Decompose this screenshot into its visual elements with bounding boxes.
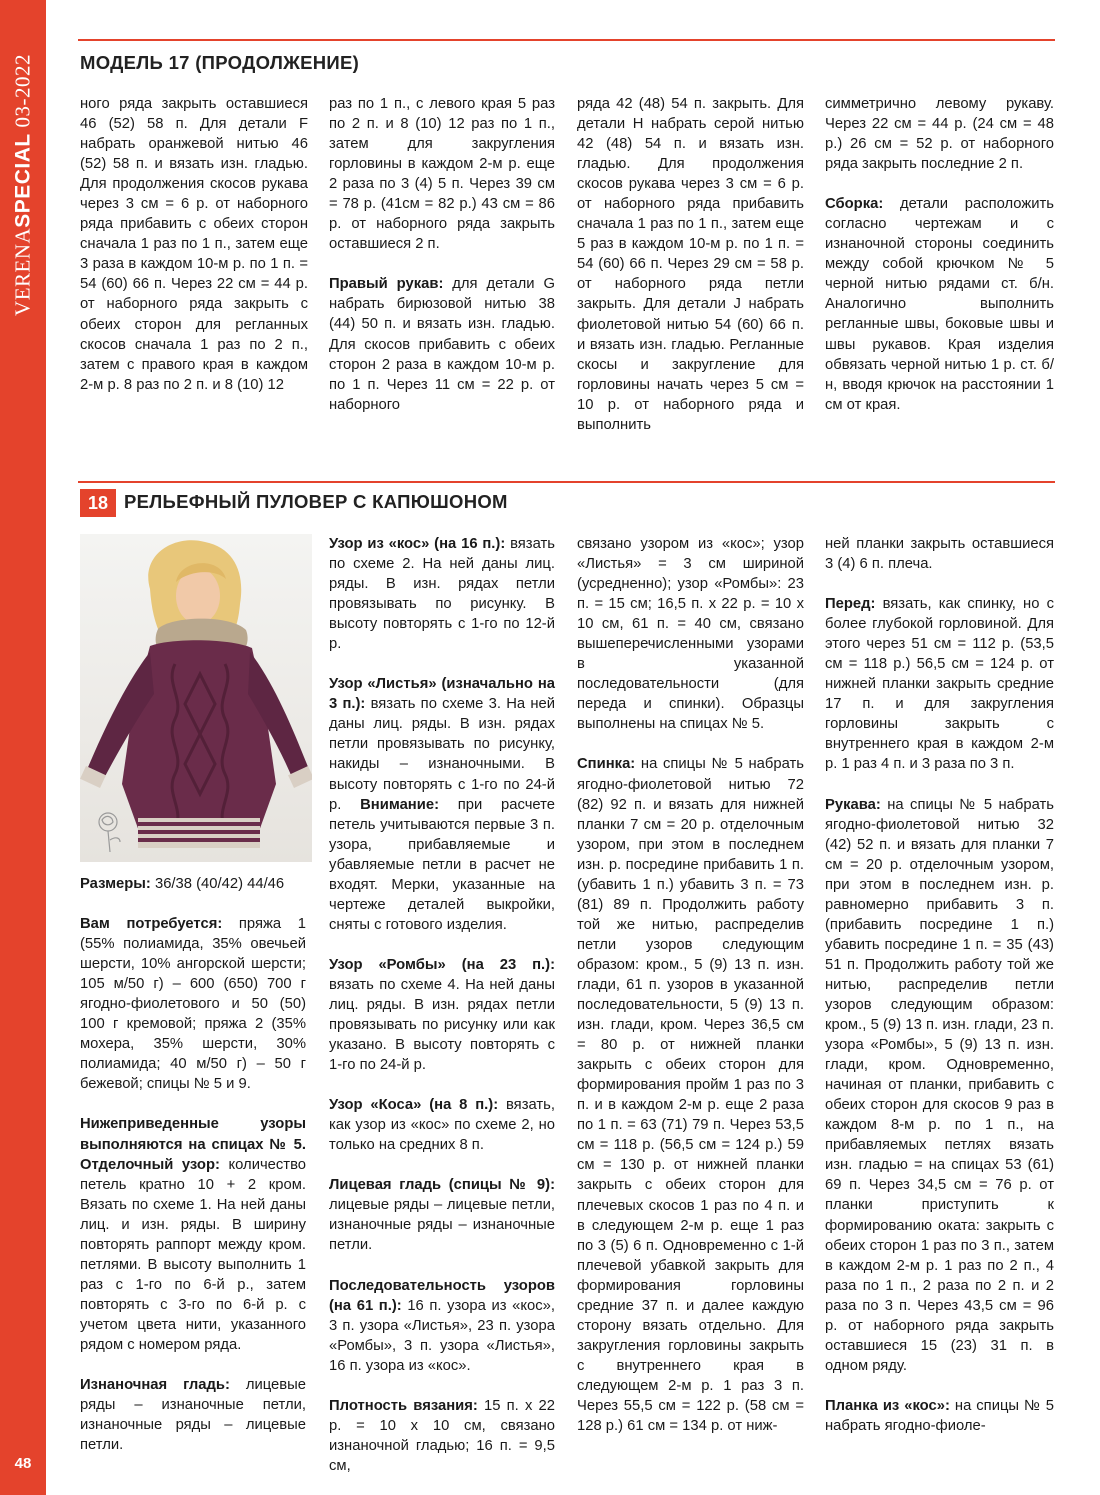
- purl-stitch-text: лицевые ряды – изнаночные петли, изнаночные ряды – лицевые петли.: [80, 1377, 307, 1454]
- back-heading: Спинка:: [577, 756, 636, 773]
- sleeves-heading: Рукава:: [825, 796, 881, 813]
- model-photo: [80, 534, 312, 862]
- model18-column-3: [577, 534, 804, 1436]
- brand-issue: 03-2022: [10, 54, 35, 128]
- attention-text: при расчете петель учитываются первые 3 п. узора, прибавляемые и убавляемые петли в расчет не входят. Мерки, указанные на чертеже деталей выкройки, сняты с готового изделия.: [329, 796, 555, 933]
- back-continued-paragraph: [825, 534, 1054, 574]
- model17-column-2: [329, 94, 555, 415]
- assembly-heading: Сборка:: [825, 196, 884, 213]
- model18-title: РЕЛЬЕФНЫЙ ПУЛОВЕР С КАПЮШОНОМ: [124, 491, 508, 512]
- model17-col3-text: ряда 42 (48) 54 п. закрыть. Для детали H набрать серой нитью 42 (48) 54 п. и вязать изн. гладью. Для продолжения скосов рукава через 3 см = 6 р. от наборного ряда прибавить сначала 1 раз по 1 п., затем еще 5 раз в каждом 10-м р. по 1 п. = 54 (60) 66 п. Через 29 см = 58 р. от наборного ряда петли закрыть. Для детали J набрать фиолетовой нитью 54 (60) 66 п. и вязать изн. гладью. Регланные скосы и закругление для горловины начать через 5 см = 10 р. от наборного ряда и выполнить: [577, 96, 804, 433]
- trim-pattern-paragraph: [80, 1114, 306, 1355]
- sleeves-text: на спицы № 5 набрать ягодно-фиолетовой нитью 32 (42) 52 п. и вязать для планки 7 см = 20 р. отделочным узором, при этом в последнем изн. р. равномерно прибавить 3 п. (прибавить посредине 1 п.) убавить посредине 1 п. = 35 (43) 51 п. Продолжить работу той же нитью, распределив петли узоров следующим образом: кром., 5 (9) 13 п. изн. глади, 23 п. узора «Ромбы», 5 (9) 13 п. изн. глади, кром. Одновременно, начиная от планки, прибавить с обеих сторон для скосов 9 раз в каждом 8-м р. по 1 п., на прибавляемых петлях вязать изн. гладью = на спицах 53 (61) 69 п. Через 34,5 см = 76 р. от планки приступить к формированию оката: закрыть с обеих сторон 1 раз по 3 п., затем в каждом 2-м р. 1 раз по 2 п., 4 раза по 1 п., 2 раза по 2 п. и 2 раза по 3 п. Через 43,5 см = 96 р. от наборного ряда закрыть оставшиеся 15 (23) 31 п. в одном ряду.: [825, 796, 1054, 1374]
- model17-col2-text: раз по 1 п., с левого края 5 раз по 2 п. и 8 (10) 12 раз по 1 п., затем для закругления горловины в каждом 2-м р. еще 2 раза по 3 (4) 5 п. Через 39 см = 78 р. (41см = 82 р.) 43 см = 86 р. от наборного ряда закрыть оставшиеся 2 п.: [329, 96, 555, 253]
- pattern-sequence-heading: Последовательность узоров (на 61 п.):: [329, 1277, 555, 1314]
- model18-column-1: [80, 874, 306, 1455]
- sweater-illustration: [80, 534, 312, 862]
- braid-pattern-paragraph: [329, 1095, 555, 1155]
- trim-pattern-text: количество петель кратно 10 + 2 кром. Вязать по схеме 1. На ней даны лиц. и изн. ряды. В ширину повторять раппорт между кром. петлями. В высоту выполнить 1 раз с 1-го по 6-й р., затем повторять с 3-го по 6-й р. с учетом цвета нити, указанного рядом с номером ряда.: [80, 1156, 306, 1353]
- model18-column-4: [825, 534, 1054, 1436]
- back-text: на спицы № 5 набрать ягодно-фиолетовой нитью 72 (82) 92 п. и вязать для нижней планки 7 см = 20 р. отделочным узором, при этом в последнем изн. р. посредине прибавить 1 п. (убавить 1 п.) убавить 3 п. = 73 (81) 89 п. Продолжить работу той же нитью, распределив петли узоров следующим образом: кром., 5 (9) 13 п. изн. глади, 61 п. узоров в указанной последовательности, 5 (9) 13 п. изн. глади, кром. Через 36,5 см = 80 р. от нижней планки закрыть с обеих сторон для формирования пройм 1 раз по 3 п. и в каждом 2-м р. еще 2 раза по 1 п. = 63 (71) 79 п. Через 53,5 см = 118 р. (56,5 см = 124 р.) 59 см = 130 р. от нижней планки закрыть с обеих сторон для плечевых скосов 1 раз по 4 п. и в следующем 2-м р. еще 1 раз по 3 (5) 6 п. Одновременно с 1-й плечевой убавкой закрыть для формирования горловины средние 37 п. и далее каждую сторону вязать отдельно. Для закругления горловины закрыть с внутреннего края в следующем 2-м р. 1 раз 3 п. Через 55,5 см = 122 р. (58 см = 128 р.) 61 см = 134 р. от ниж-: [577, 756, 804, 1435]
- front-heading: Перед:: [825, 596, 876, 613]
- sizes-text: 36/38 (40/42) 44/46: [150, 876, 285, 892]
- model17-col4-text: симметрично левому рукаву. Через 22 см = 44 р. (24 см = 48 р.) 26 см = 52 р. от наборного ряда закрыть последние 2 п.: [825, 96, 1054, 173]
- leaves-pattern-heading: Узор «Листья» (изначально на 3 п.):: [329, 676, 555, 713]
- page-number: 48: [14, 1455, 32, 1472]
- leaves-pattern-text: вязать по схеме 3. На ней даны лиц. ряды. В изн. рядах петли провязывать по рисунку, накиды – изнаночными. В высоту повторять с 1-го по 24-й р.: [329, 696, 555, 813]
- back-continued-text: ней планки закрыть оставшиеся 3 (4) 6 п. плеча.: [825, 536, 1054, 573]
- rose-logo-icon: [99, 813, 120, 852]
- attention-heading: Внимание:: [360, 796, 439, 813]
- gauge-continued-text: связано узором из «кос»; узор «Листья» = 3 см шириной (усредненно); узор «Ромбы»: 23 п. = 15 см; 16,5 п. х 22 р. = 10 х 10 см, 61 п. = 40 см, связано вышеперечисленными узорами в указанной последовательности (для переда и спинки). Образцы выполнены на спицах № 5.: [577, 536, 804, 733]
- purl-stitch-heading: Изнаночная гладь:: [80, 1377, 230, 1394]
- knit-stitch-paragraph: [329, 1175, 555, 1255]
- pattern-sequence-paragraph: [329, 1276, 555, 1376]
- section-divider-top: [78, 39, 1055, 41]
- cables-pattern-heading: Узор из «кос» (на 16 п.):: [329, 536, 506, 552]
- materials-paragraph: [80, 914, 306, 1094]
- sizes-paragraph: [80, 874, 306, 894]
- trim-pattern-heading: Нижеприведенные узоры выполняются на спицах № 5. Отделочный узор:: [80, 1116, 306, 1173]
- sidebar-strip: [0, 0, 46, 1495]
- materials-text: пряжа 1 (55% полиамида, 35% овечьей шерсти, 10% ангорской шерсти; 105 м/50 г) – 600 (650) 700 г ягодно-фиолетового и 50 (50) 100 г кремовой; пряжа 2 (35% мохера, 35% шерсти, 30% полиамида; 40 м/50 г) – 50 г бежевой; спицы № 5 и 9.: [80, 916, 306, 1093]
- cables-pattern-paragraph: [329, 534, 555, 654]
- sleeves-paragraph: [825, 795, 1054, 1376]
- cables-pattern-text: вязать по схеме 2. На ней даны лиц. ряды. В изн. рядах петли провязывать по рисунку. В высоту повторять с 1-го по 12-й р.: [329, 536, 555, 653]
- model17-right-sleeve-paragraph: [329, 274, 555, 414]
- cable-band-heading: Планка из «кос»:: [825, 1397, 950, 1414]
- rhombs-pattern-heading: Узор «Ромбы» (на 23 п.):: [329, 956, 555, 973]
- back-paragraph: [577, 754, 804, 1436]
- magazine-brand: [11, 54, 36, 316]
- pattern-sequence-text: 16 п. узора из «кос», 3 п. узора «Листья», 23 п. узора «Ромбы», 3 п. узора «Листья», 16 п. узора из «кос».: [329, 1297, 555, 1374]
- model17-col1-text: ного ряда закрыть оставшиеся 46 (52) 58 п. Для детали F набрать оранжевой нитью 46 (52) 58 п. и вязать изн. гладью. Для продолжения скосов рукава через 3 см = 6 р. от наборного ряда прибавить с обеих сторон сначала 1 раз по 1 п., затем еще 3 раза в каждом 10-м р. по 1 п. = 54 (60) 66 п. Через 22 см = 44 р. от наборного ряда закрыть с обеих сторон для регланных скосов сначала 1 раз по 2 п., затем с правого края в каждом 2-м р. 8 раз по 2 п. и 8 (10) 12: [80, 96, 308, 393]
- model17-title: МОДЕЛЬ 17 (ПРОДОЛЖЕНИЕ): [80, 52, 360, 73]
- braid-pattern-heading: Узор «Коса» (на 8 п.):: [329, 1097, 499, 1114]
- brand-verena: VERENA: [10, 227, 35, 316]
- materials-heading: Вам потребуется:: [80, 916, 223, 933]
- front-text: вязать, как спинку, но с более глубокой горловиной. Для этого через 51 см = 112 р. (53,5 см = 118 р.) 56,5 см = 124 р. от нижней планки закрыть средние 17 п. и для закругления горловины закрыть с внутреннего края в каждом 2-м р. 1 раз 4 п. и 3 раза по 3 п.: [825, 596, 1054, 773]
- assembly-text: детали расположить согласно чертежам и с изнаночной стороны соединить между собой крючком № 5 черной нитью рядами ст. б/н. Аналогично выполнить регланные швы, боковые швы и швы рукавов. Края изделия обвязать черной нитью 1 р. ст. б/н, вводя крючок на расстоянии 1 см от края.: [825, 196, 1054, 413]
- cable-band-paragraph: [825, 1396, 1054, 1436]
- right-sleeve-heading: Правый рукав:: [329, 276, 444, 293]
- model17-column-4: [825, 94, 1054, 415]
- knit-stitch-heading: Лицевая гладь (спицы № 9):: [329, 1177, 555, 1194]
- brand-special: SPECIAL: [11, 133, 35, 228]
- braid-pattern-text: вязать, как узор из «кос» по схеме 2, но только на средних 8 п.: [329, 1097, 555, 1154]
- model17-column-3: [577, 94, 804, 435]
- rhombs-pattern-text: вязать по схеме 4. На ней даны лиц. ряды. В изн. рядах петли провязывать по рисунку или как указано. В высоту повторять с 1-го по 24-й р.: [329, 976, 555, 1074]
- leaves-pattern-paragraph: [329, 674, 555, 935]
- front-paragraph: [825, 594, 1054, 774]
- gauge-continued-paragraph: [577, 534, 804, 734]
- assembly-paragraph: [825, 194, 1054, 415]
- gauge-text: 15 п. х 22 р. = 10 х 10 см, связано изнаночной гладью; 16 п. = 9,5 см,: [329, 1397, 555, 1474]
- sizes-heading: Размеры:: [80, 876, 151, 892]
- gauge-paragraph: [329, 1396, 555, 1476]
- right-sleeve-text: для детали G набрать бирюзовой нитью 38 (44) 50 п. и вязать изн. гладью. Для скосов прибавить с обеих сторон 2 раза в каждом 10-м р. по 1 п. Через 11 см = 22 р. от наборного: [329, 276, 555, 413]
- model18-column-2: [329, 534, 555, 1476]
- purl-stitch-paragraph: [80, 1375, 306, 1455]
- gauge-heading: Плотность вязания:: [329, 1397, 478, 1414]
- model17-column-1: [80, 94, 308, 395]
- section-divider-model18: [78, 481, 1055, 483]
- knit-stitch-text: лицевые ряды – лицевые петли, изнаночные ряды – изнаночные петли.: [329, 1197, 555, 1254]
- cable-band-text: на спицы № 5 набрать ягодно-фиоле-: [825, 1397, 1054, 1434]
- rhombs-pattern-paragraph: [329, 955, 555, 1075]
- model-number-badge: 18: [80, 489, 116, 517]
